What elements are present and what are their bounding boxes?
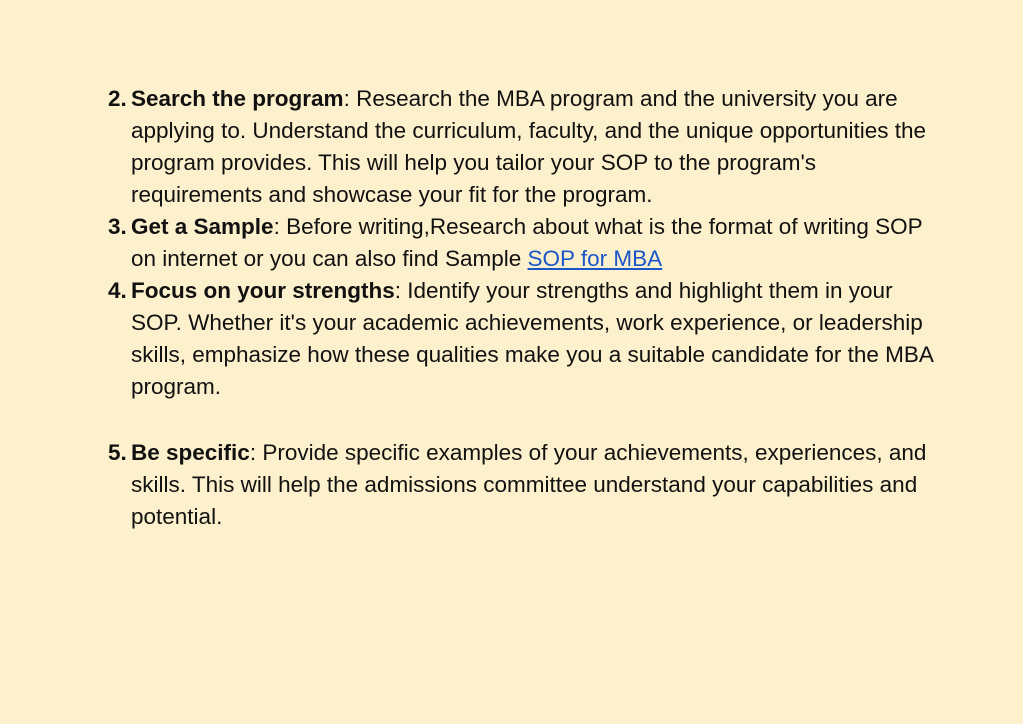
item-text: : Identify your strengths and highlight them in your SOP. Whether it's your academic achievements, work experience, or leadership skills, emphasize how these qualities make you a suitable candidate for the MBA program.	[131, 278, 933, 399]
list-item	[108, 211, 938, 275]
item-number: 3.	[108, 214, 127, 239]
item-title: Be specific	[131, 440, 250, 465]
item-text: : Provide specific examples of your achievements, experiences, and skills. This will help the admissions committee understand your capabilities and potential.	[131, 440, 927, 529]
item-text: : Before writing,Research about what is the format of writing SOP on internet or you can also find Sample	[131, 214, 923, 271]
item-number: 5.	[108, 440, 127, 465]
item-number: 4.	[108, 278, 127, 303]
sop-for-mba-link[interactable]: SOP for MBA	[527, 246, 663, 271]
item-text: : Research the MBA program and the university you are applying to. Understand the curriculum, faculty, and the unique opportunities the program provides. This will help you tailor your SOP to the program's requirements and showcase your fit for the program.	[131, 86, 927, 207]
item-title: Get a Sample	[131, 214, 274, 239]
list-item	[108, 437, 938, 533]
document-body	[108, 83, 938, 533]
list-item	[108, 83, 938, 211]
item-title: Search the program	[131, 86, 344, 111]
item-number: 2.	[108, 86, 127, 111]
paragraph-gap	[108, 403, 938, 437]
list-item	[108, 275, 938, 403]
item-title: Focus on your strengths	[131, 278, 395, 303]
